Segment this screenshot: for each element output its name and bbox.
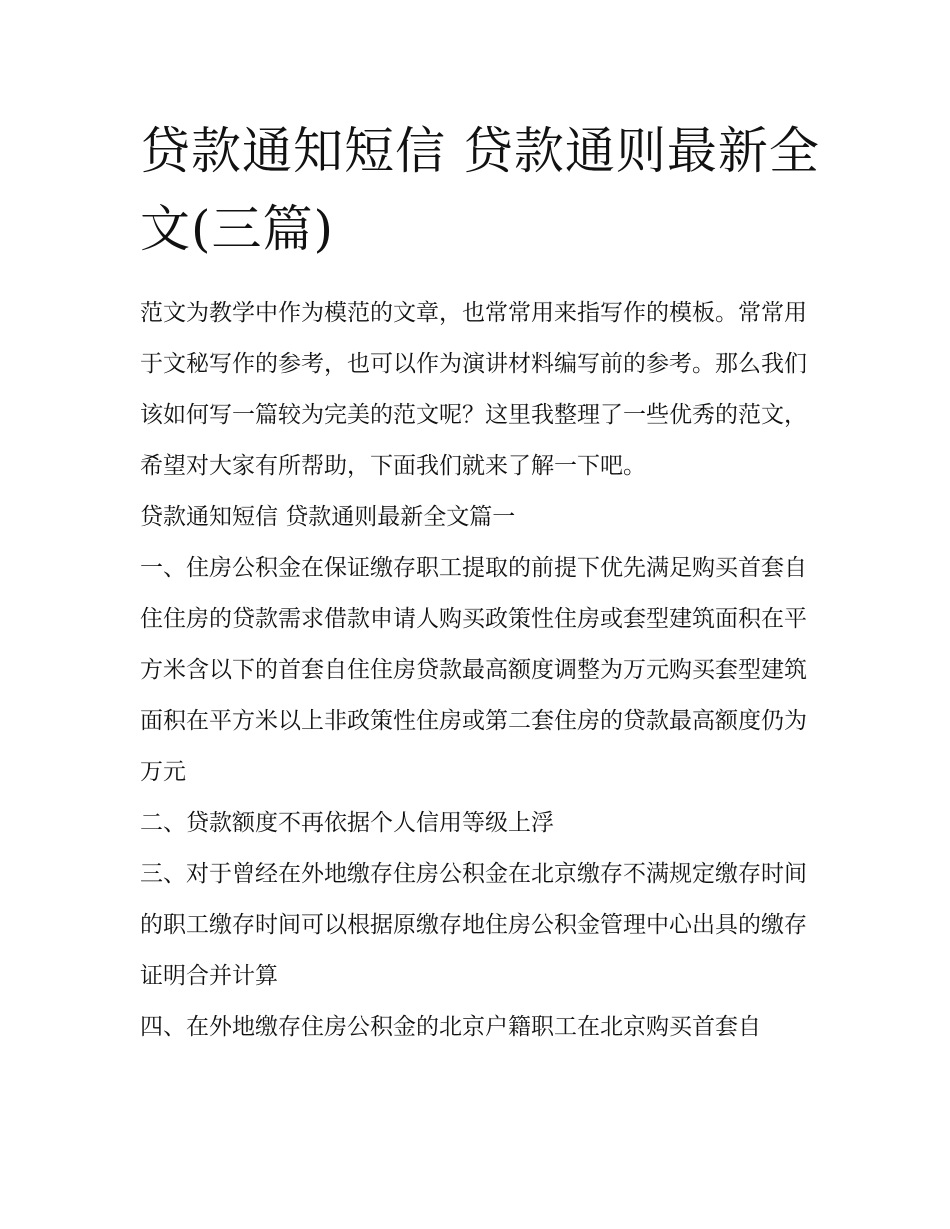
document-body bbox=[140, 288, 820, 1053]
clause-4: 四、在外地缴存住房公积金的北京户籍职工在北京购买首套自 bbox=[140, 1014, 761, 1040]
clause-1: 一、住房公积金在保证缴存职工提取的前提下优先满足购买首套自住住房的贷款需求借款申请人购买政策性住房或套型建筑面积在平方米含以下的首套自住住房贷款最高额度调整为万元购买套型建筑面积在平方米以上非政策性住房或第二套住房的贷款最高额度仍为万元 bbox=[140, 555, 807, 785]
section-heading: 贷款通知短信 贷款通则最新全文篇一 bbox=[140, 504, 516, 530]
intro-paragraph: 范文为教学中作为模范的文章，也常常用来指写作的模板。常常用于文秘写作的参考，也可以作为演讲材料编写前的参考。那么我们该如何写一篇较为完美的范文呢？这里我整理了一些优秀的范文，希望对大家有所帮助，下面我们就来了解一下吧。 bbox=[140, 300, 807, 479]
document-title: 贷款通知短信 贷款通则最新全文(三篇) bbox=[140, 122, 820, 258]
clause-3: 三、对于曾经在外地缴存住房公积金在北京缴存不满规定缴存时间的职工缴存时间可以根据原缴存地住房公积金管理中心出具的缴存证明合并计算 bbox=[140, 861, 807, 989]
clause-2: 二、贷款额度不再依据个人信用等级上浮 bbox=[140, 810, 554, 836]
document-page bbox=[140, 112, 820, 1053]
